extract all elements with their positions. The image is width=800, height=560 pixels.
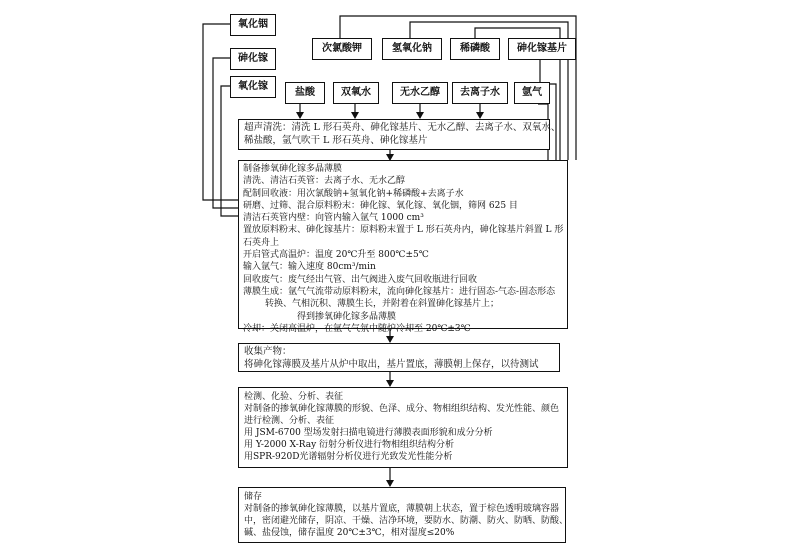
material-gallium-oxide: 氧化镓 — [230, 76, 276, 98]
prep-line: 石英舟上 — [243, 237, 280, 248]
ultrasonic-line: 超声清洗：清洗 L 形石英舟、砷化镓基片、无水乙醇、去离子水、双氧水、 — [244, 122, 561, 133]
prep-line: 清洗、清洁石英管：去离子水、无水乙醇 — [243, 176, 406, 187]
collect-block — [238, 343, 560, 372]
prep-line: 冷却：关闭高温炉，在氩气气氛中随炉冷却至 20℃±3℃ — [243, 323, 471, 334]
material-indium-oxide: 氧化铟 — [230, 14, 276, 36]
prep-line: 配制回收液：用次氯酸钠+氢氧化钠+稀磷酸+去离子水 — [243, 188, 464, 199]
material-hydrogen-peroxide: 双氧水 — [333, 82, 379, 104]
collect-line: 将砷化镓薄膜及基片从炉中取出，基片置底，薄膜朝上保存，以待测试 — [244, 358, 539, 370]
material-hydrochloric-acid: 盐酸 — [285, 82, 325, 104]
material-dilute-phosphoric-acid: 稀磷酸 — [450, 38, 500, 60]
store-line: 对制备的掺氧砷化镓薄膜，以基片置底，薄膜朝上状态，置于棕色透明玻璃容器 — [244, 504, 560, 514]
prep-line: 开启管式高温炉：温度 20℃升至 800℃±5℃ — [243, 250, 429, 261]
prep-line: 薄膜生成：氩气气流带动原料粉末，流向砷化镓基片：进行固态-气态-固态形态 — [243, 286, 556, 297]
wire-left-3 — [221, 86, 238, 216]
prep-line: 得到掺氧砷化镓多晶薄膜 — [297, 311, 397, 322]
prep-line: 回收废气：废气经出气管、出气阀进入废气回收瓶进行回收 — [243, 274, 478, 285]
prep-line: 置放原料粉末、砷化镓基片：原料粉末置于 L 形石英舟内，砷化镓基片斜置 L 形 — [243, 225, 564, 236]
prep-line: 转换、气相沉积、薄膜生长，并附着在斜置砷化镓基片上； — [265, 299, 500, 310]
ultrasonic-cleaning-block — [238, 119, 561, 150]
prep-line: 清洁石英管内壁：向管内输入氩气 1000 cm³ — [243, 213, 424, 224]
storage-block — [238, 487, 569, 543]
store-title: 储存 — [244, 492, 263, 502]
test-line: 用SPR-920D光谱辐射分析仪进行光致发光性能分析 — [244, 452, 453, 462]
material-gallium-arsenide: 砷化镓 — [230, 48, 276, 70]
ultrasonic-line: 稀盐酸，氩气吹干 L 形石英舟、砷化镓基片 — [244, 134, 428, 146]
collect-title: 收集产物： — [244, 346, 292, 357]
test-line: 检测、化验、分析、表征 — [244, 392, 344, 402]
material-sodium-hydroxide: 氢氧化钠 — [382, 38, 442, 60]
prep-line: 研磨、过筛、混合原料粉末：砷化镓、氧化镓、氧化铟，筛网 625 目 — [243, 200, 518, 211]
material-deionized-water: 去离子水 — [452, 82, 508, 104]
test-line: 对制备的掺氧砷化镓薄膜的形貌、色泽、成分、物相组织结构、发光性能、颜色 — [244, 404, 560, 414]
store-line: 中，密闭避光储存，阴凉、干燥、洁净环境，要防水、防潮、防火、防晒、防酸、 — [244, 516, 569, 526]
prep-title: 制备掺氧砷化镓多晶薄膜 — [243, 164, 343, 174]
preparation-block — [238, 160, 568, 334]
test-line: 用 JSM-6700 型场发射扫描电镜进行薄膜表面形貌和成分分析 — [244, 428, 493, 438]
store-line: 碱、盐侵蚀，储存温度 20℃±3℃，相对湿度≤20% — [244, 528, 455, 538]
material-potassium-hypochlorite: 次氯酸钾 — [312, 38, 372, 60]
prep-line: 输入氩气：输入速度 80cm³/min — [243, 262, 376, 273]
testing-block — [238, 387, 568, 468]
material-argon: 氩气 — [514, 82, 550, 104]
test-line: 进行检测、分析、表征 — [244, 416, 335, 426]
material-gaas-substrate: 砷化镓基片 — [508, 38, 576, 60]
test-line: 用 Y-2000 X-Ray 衍射分析仪进行物相组织结构分析 — [244, 440, 455, 450]
material-anhydrous-ethanol: 无水乙醇 — [392, 82, 448, 104]
